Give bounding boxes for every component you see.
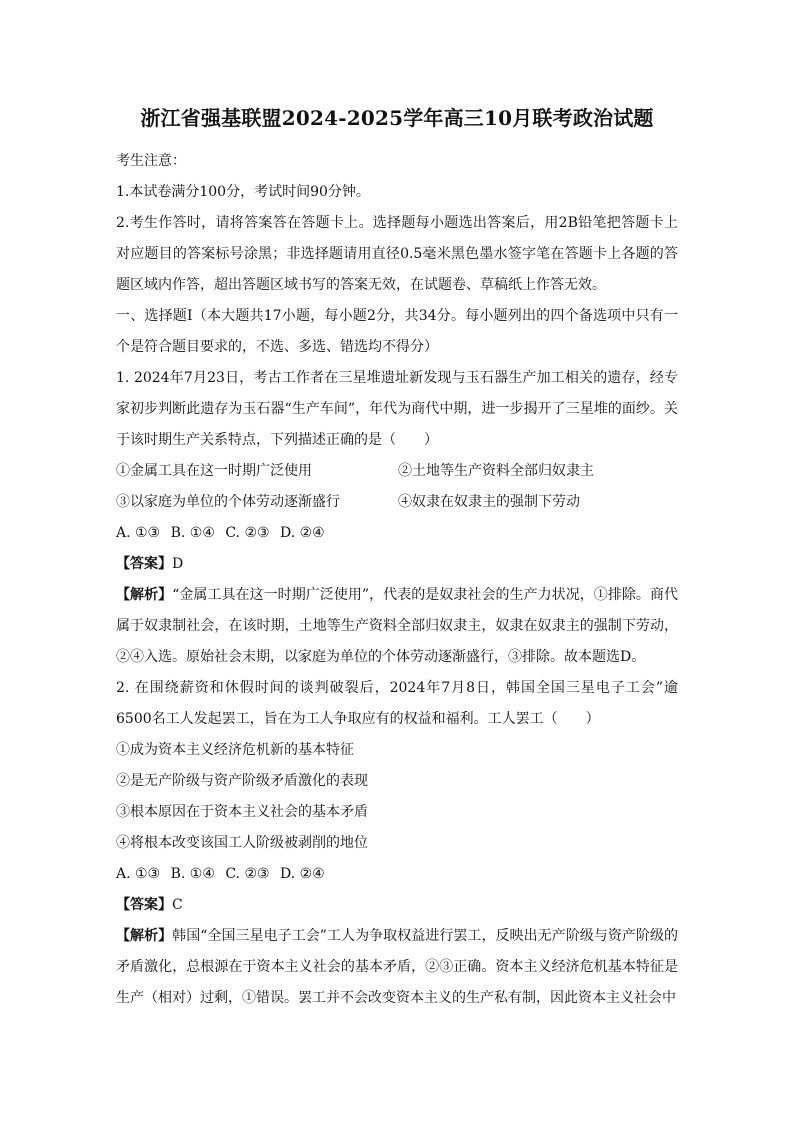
analysis-text: 韩国“全国三星电子工会”工人为争取权益进行罢工，反映出无产阶级与资产阶级的矛盾激化，总根源在于资本主义社会的基本矛盾，②③正确。资本主义经济危机基本特征是生产（相对）过剩，①错误。罢工并不会改变资本主义的生产私有制，因此资本主义社会中 (116, 928, 679, 1006)
analysis-label: 【解析】 (116, 587, 173, 603)
question-2-stem: 2. 在围绕薪资和休假时间的谈判破裂后，2024年7月8日，韩国全国三星电子工会”逾6500名工人发起罢工，旨在为工人争取应有的权益和福利。工人罢工（ ） (116, 680, 678, 727)
question-2-option-2: ②是无产阶级与资产阶级矛盾激化的表现 (116, 773, 368, 789)
question-2-analysis (116, 921, 678, 1014)
section-heading: 一、选择题Ⅰ（本大题共17小题，每小题2分，共34分。每小题列出的四个备选项中只有一个是符合题目要求的，不选、多选、错选均不得分） (116, 308, 678, 355)
notice-item-1: 1.本试卷满分100分，考试时间90分钟。 (116, 184, 370, 200)
notice-item-2: 2.考生作答时，请将答案答在答题卡上。选择题每小题选出答案后，用2B铅笔把答题卡上对应题目的答案标号涂黑；非选择题请用直径0.5毫米黑色墨水签字笔在答题卡上各题的答题区域内作答，超出答题区域书写的答案无效，在试题卷、草稿纸上作答无效。 (116, 215, 678, 293)
question-1-option-2: ②土地等生产资料全部归奴隶主 (398, 463, 594, 479)
question-2 (116, 673, 678, 1014)
question-1-choice-c: C. ②③ (225, 525, 270, 541)
question-2-answer (116, 890, 678, 921)
question-1-analysis (116, 580, 678, 673)
question-1-options (116, 456, 678, 518)
question-2-choice-b: B. ①④ (170, 866, 215, 882)
question-2-choice-a: A. ①③ (116, 866, 161, 882)
question-2-option-1: ①成为资本主义经济危机新的基本特征 (116, 742, 354, 758)
question-1-option-1: ①金属工具在这一时期广泛使用 (116, 463, 312, 479)
question-2-choice-d: D. ②④ (280, 866, 325, 882)
answer-label: 【答案】 (116, 897, 172, 913)
question-1 (116, 363, 678, 673)
answer-value: D (172, 556, 184, 572)
notice-heading: 考生注意： (116, 153, 186, 169)
analysis-label: 【解析】 (116, 928, 173, 944)
question-1-option-3: ③以家庭为单位的个体劳动逐渐盛行 (116, 494, 340, 510)
answer-label: 【答案】 (116, 556, 172, 572)
question-2-choice-c: C. ②③ (225, 866, 270, 882)
question-1-choice-a: A. ①③ (116, 525, 161, 541)
exam-title: 浙江省强基联盟2024-2025学年高三10月联考政治试题 (140, 106, 654, 130)
question-1-choices (116, 518, 678, 549)
question-1-answer (116, 549, 678, 580)
question-1-choice-d: D. ②④ (280, 525, 325, 541)
analysis-text: “金属工具在这一时期广泛使用”，代表的是奴隶社会的生产力状况，①排除。商代属于奴隶制社会，在该时期，土地等生产资料全部归奴隶主，奴隶在奴隶主的强制下劳动，②④入选。原始社会末期，以家庭为单位的个体劳动逐渐盛行，③排除。故本题选D。 (116, 587, 679, 665)
question-1-choice-b: B. ①④ (170, 525, 215, 541)
question-2-option-4: ④将根本改变该国工人阶级被剥削的地位 (116, 835, 368, 851)
question-2-choices (116, 859, 678, 890)
question-2-option-3: ③根本原因在于资本主义社会的基本矛盾 (116, 804, 368, 820)
question-1-stem: 1. 2024年7月23日，考古工作者在三星堆遗址新发现与玉石器生产加工相关的遗存，经专家初步判断此遗存为玉石器“生产车间”，年代为商代中期，进一步揭开了三星堆的面纱。关于该时期生产关系特点，下列描述正确的是（ ） (116, 370, 678, 448)
answer-value: C (172, 897, 183, 913)
question-1-option-4: ④奴隶在奴隶主的强制下劳动 (398, 494, 580, 510)
